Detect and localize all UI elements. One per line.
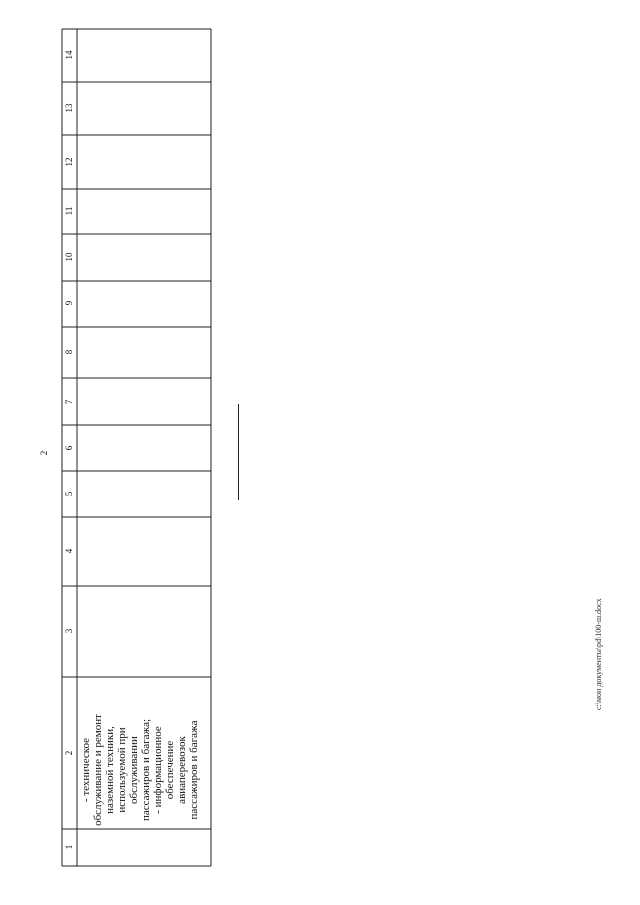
cell-line: обслуживании (128, 736, 140, 804)
cell-line: обслуживание и ремонт (92, 714, 104, 826)
header-col-6: 6 (64, 445, 74, 451)
cell-line: наземной техники, (104, 726, 116, 814)
header-col-10: 10 (64, 252, 74, 262)
cell-line: - информационное (152, 726, 164, 814)
header-col-12: 12 (64, 157, 74, 167)
page-number: 2 (39, 450, 49, 456)
header-col-11: 11 (64, 206, 74, 216)
cell-line: - техническое (80, 737, 92, 803)
header-col-14: 14 (64, 50, 74, 60)
header-col-7: 7 (64, 399, 74, 405)
cell-col-2-text (80, 680, 200, 860)
cell-line: обеспечение (164, 740, 176, 800)
header-col-13: 13 (64, 103, 74, 113)
cell-line: пассажиров и багажа (188, 720, 200, 820)
cell-line: используемой при (116, 727, 128, 813)
header-col-9: 9 (64, 300, 74, 306)
header-col-8: 8 (64, 349, 74, 355)
header-col-1: 1 (64, 844, 74, 850)
divider-line (238, 404, 239, 500)
header-col-3: 3 (64, 628, 74, 634)
header-col-5: 5 (64, 491, 74, 497)
cell-line: пассажиров и багажа; (140, 718, 152, 822)
header-col-4: 4 (64, 548, 74, 554)
footer-file-path: c:\мои документы\pd\100-ш.docx (594, 598, 603, 710)
cell-line: авиаперевозок (176, 736, 188, 804)
header-col-2: 2 (64, 750, 74, 756)
